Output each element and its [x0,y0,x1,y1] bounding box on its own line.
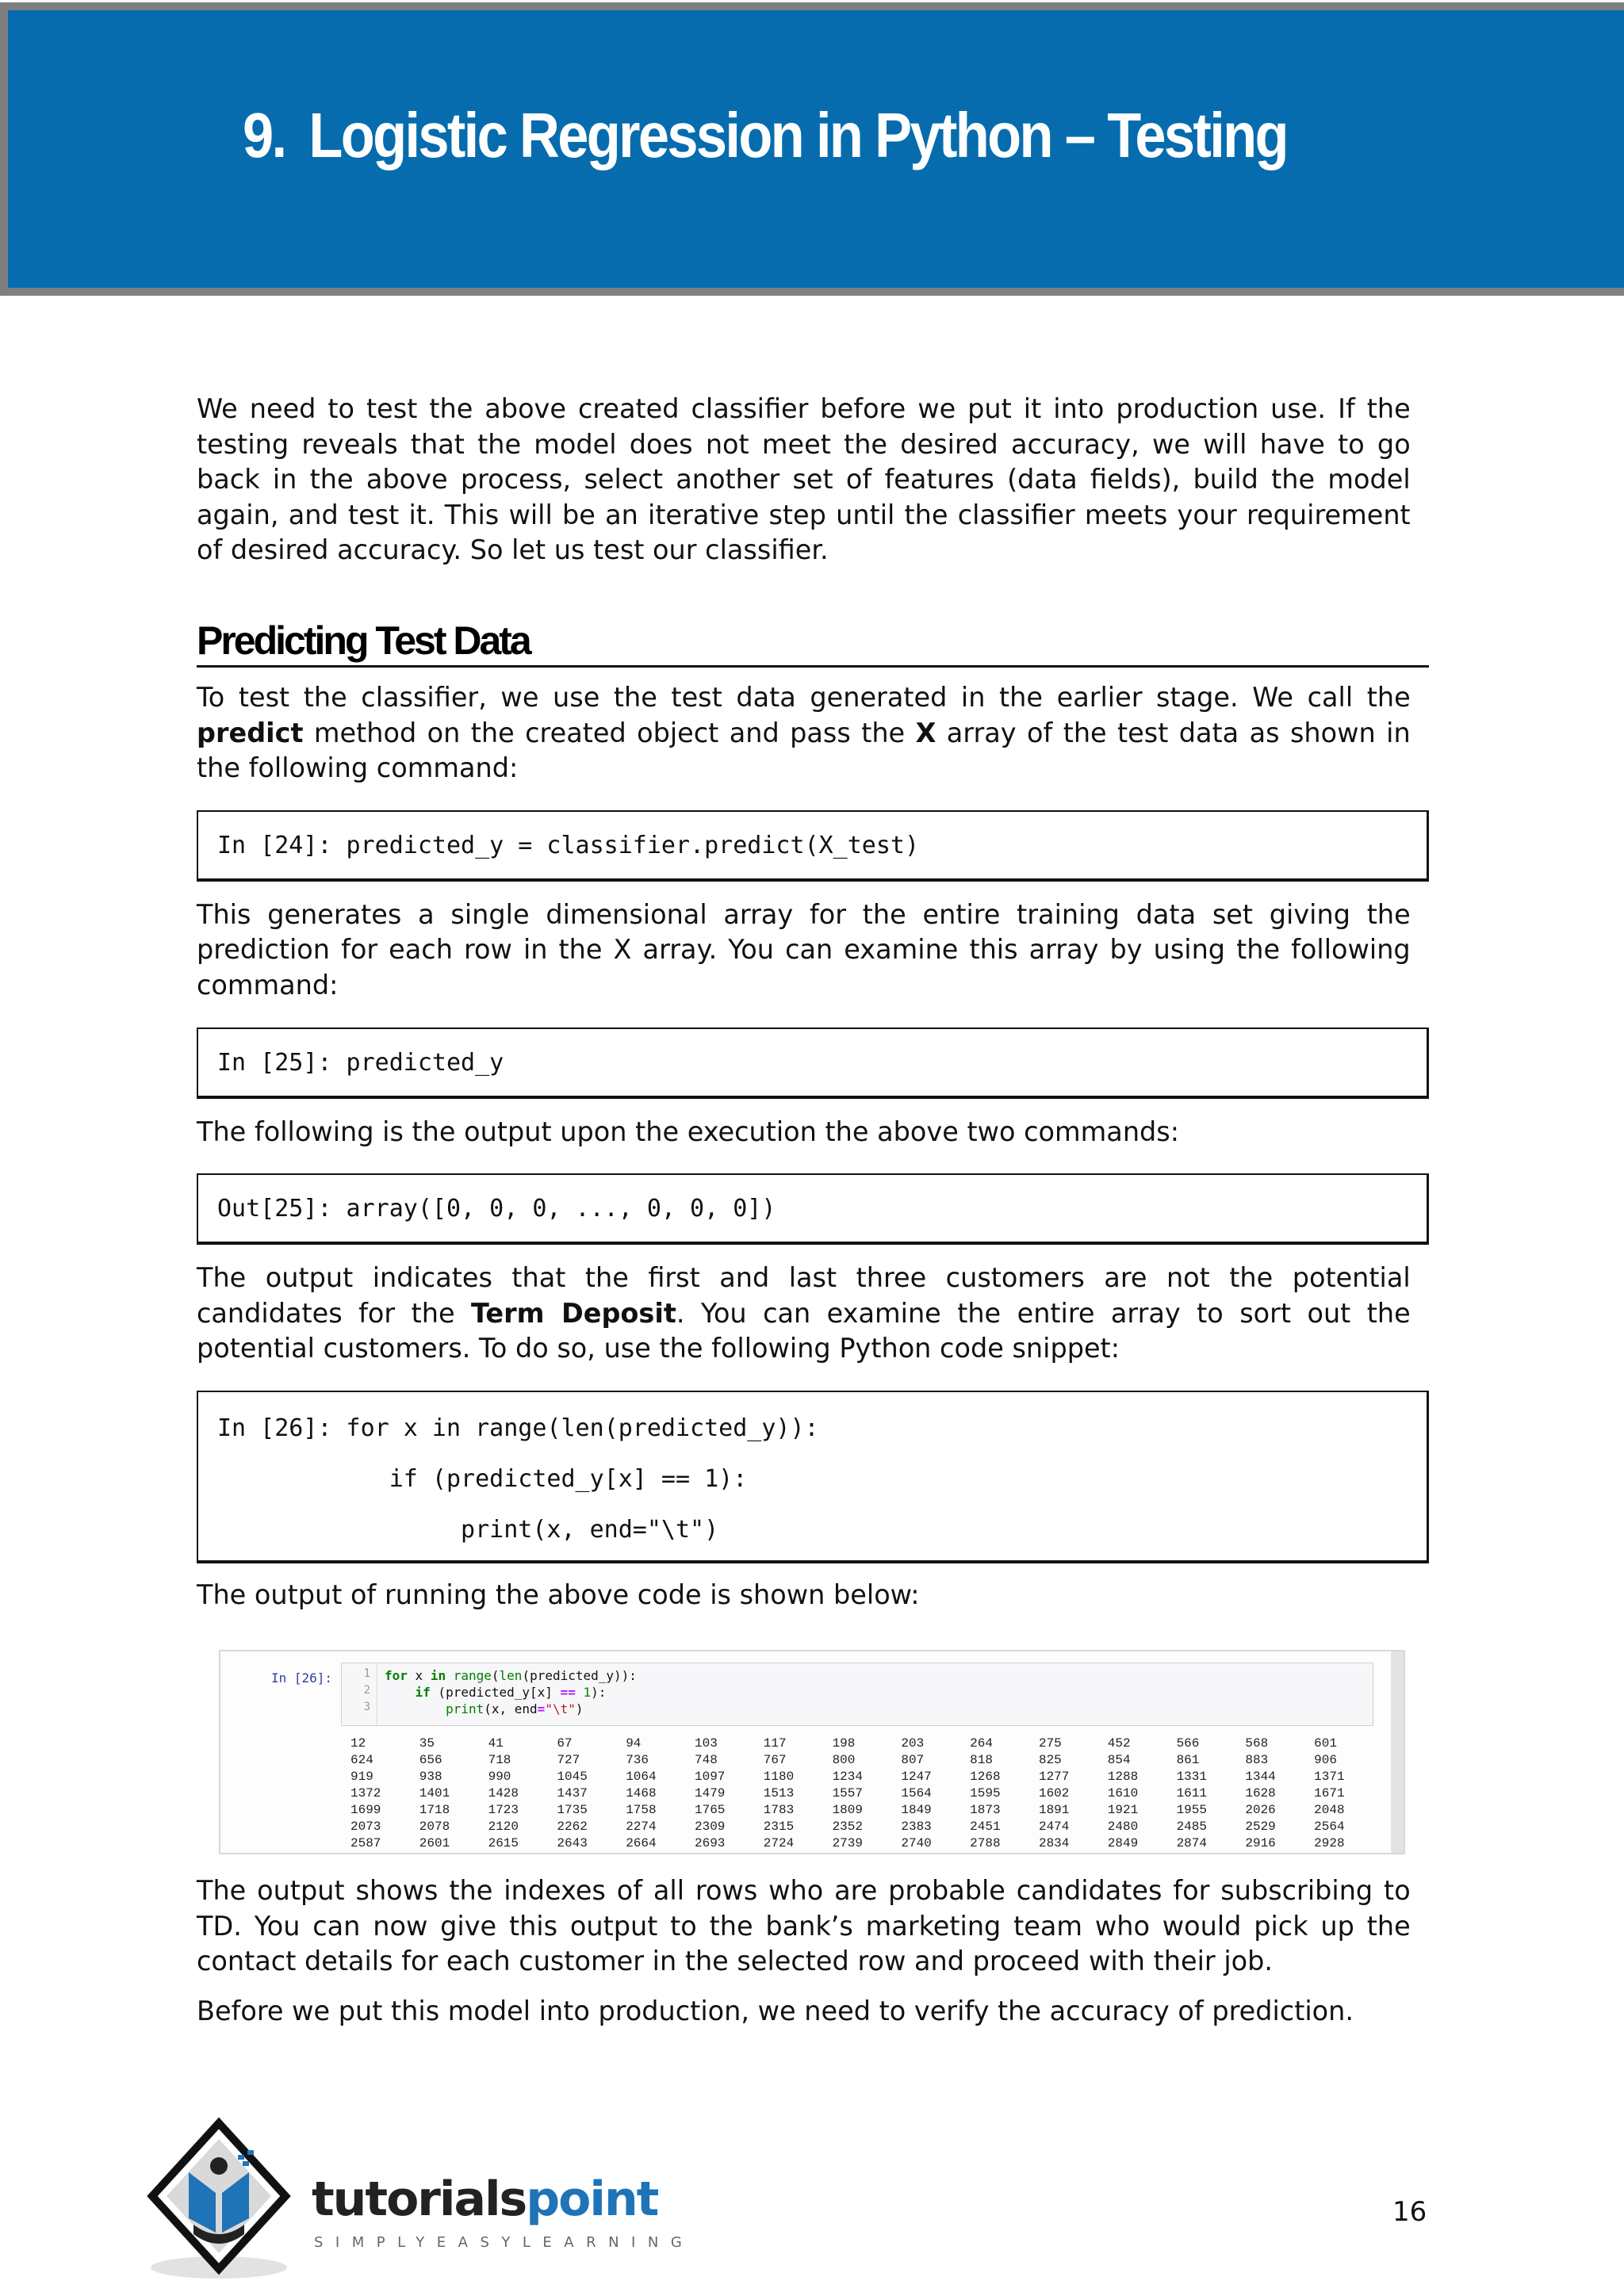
output-index: 1758 [626,1803,657,1817]
output-index: 1401 [419,1786,450,1800]
output-index: 198 [832,1736,856,1751]
output-index: 2383 [901,1820,932,1834]
text: method on the created object and pass the [303,717,916,749]
operator: == [560,1685,576,1700]
output-index: 906 [1314,1753,1337,1767]
output-index: 2078 [419,1820,450,1834]
source-line [385,1701,637,1717]
builtin: range [453,1668,492,1683]
output-index: 656 [419,1753,442,1767]
output-index: 1468 [626,1786,657,1800]
output-index: 2724 [763,1836,795,1850]
output-index: 825 [1038,1753,1062,1767]
output-index: 736 [626,1753,649,1767]
output-index: 1247 [901,1770,932,1784]
output-index: 1873 [970,1803,1001,1817]
code-line: if (predicted_y[x] == 1): [217,1464,748,1493]
output-index: 275 [1038,1736,1062,1751]
keyword: in [430,1668,446,1683]
code-block-loop [197,1391,1429,1563]
output-index: 1064 [626,1770,657,1784]
output-index: 2352 [832,1820,863,1834]
output-index: 1921 [1107,1803,1139,1817]
output-index: 2480 [1107,1820,1139,1834]
notebook-prompt: In [26]: [271,1670,333,1686]
output-row [350,1835,1383,1852]
output-index: 1564 [901,1786,932,1800]
output-index: 2874 [1176,1836,1207,1850]
output-row [350,1769,1383,1785]
output-index: 1437 [557,1786,588,1800]
code-text: ): [591,1685,607,1700]
source-line [385,1667,637,1684]
operator: = [537,1701,546,1716]
output-index: 1699 [350,1803,381,1817]
output-index: 94 [626,1736,642,1751]
chapter-number: 9. [243,100,285,170]
paragraph-term-deposit [197,1261,1411,1367]
output-index: 2120 [488,1820,519,1834]
tutorialspoint-logo [143,2117,695,2283]
output-index: 2274 [626,1820,657,1834]
output-row [350,1802,1383,1819]
code-block-predict [197,810,1429,882]
output-index: 2451 [970,1820,1001,1834]
indent [385,1701,446,1716]
output-index: 67 [557,1736,573,1751]
output-index: 41 [488,1736,504,1751]
code-block-output [197,1173,1429,1245]
logo-tagline: SIMPLYEASYLEARNING [314,2234,695,2251]
output-index: 2315 [763,1820,795,1834]
output-index: 1602 [1038,1786,1070,1800]
paragraph-predict [197,680,1411,786]
output-index: 264 [970,1736,993,1751]
output-index: 2026 [1245,1803,1276,1817]
intro-paragraph: We need to test the above created classifier before we put it into production use. If the testing reveals that the model does not meet the desired accuracy, we will have to go back in the above process, select another set of features (data fields), build the model again, and test it. This will be an iterative step until the classifier meets your requirement of desired accuracy. So let us test our classifier. [197,393,1411,567]
page-content-lower [197,1873,1429,2029]
output-index: 1097 [694,1770,726,1784]
text: The output indicates that the first and last three customers are not the potential candidates for the [197,1262,1411,1330]
indent [385,1685,416,1700]
notebook-output [350,1735,1383,1852]
code-text: (x, end [484,1701,538,1716]
output-index: 727 [557,1753,580,1767]
chapter-banner [0,2,1624,296]
text: array of the test data as shown in the following command: [197,717,1411,785]
paragraph-output-intro: The following is the output upon the execution the above two commands: [197,1115,1180,1148]
chapter-title-text: Logistic Regression in Python – Testing [308,100,1287,170]
output-index: 1277 [1038,1770,1070,1784]
output-index: 818 [970,1753,993,1767]
output-index: 35 [419,1736,435,1751]
notebook-code-cell [341,1663,1373,1726]
output-index: 568 [1245,1736,1269,1751]
output-index: 2928 [1314,1836,1345,1850]
output-index: 1331 [1176,1770,1207,1784]
output-index: 1234 [832,1770,863,1784]
output-index: 1045 [557,1770,588,1784]
output-index: 1371 [1314,1770,1345,1784]
code-text: ) [575,1701,584,1716]
output-index: 2529 [1245,1820,1276,1834]
page-number: 16 [1392,2196,1427,2228]
notebook-screenshot [219,1650,1405,1854]
output-index: 800 [832,1753,856,1767]
output-index: 1955 [1176,1803,1207,1817]
output-index: 203 [901,1736,925,1751]
output-index: 1611 [1176,1786,1207,1800]
output-index: 718 [488,1753,511,1767]
paragraph-indexes: The output shows the indexes of all rows who are probable candidates for subscribing to TD. You can now give this output to the bank’s marketing team who would pick up the contact details for each customer in the selected row and proceed with their job. [197,1875,1411,1978]
notebook-source [385,1667,637,1717]
code-line: print(x, end="\t") [217,1515,719,1544]
output-index: 1513 [763,1786,795,1800]
code-line: Out[25]: array([0, 0, 0, ..., 0, 0, 0]) [217,1195,776,1223]
output-index: 2485 [1176,1820,1207,1834]
output-index: 2615 [488,1836,519,1850]
output-index: 1268 [970,1770,1001,1784]
logo-word-tutorials: tutorials [312,2172,527,2227]
chapter-banner-fill [8,10,1624,288]
line-number-gutter [342,1663,377,1725]
output-index: 1718 [419,1803,450,1817]
output-index: 1849 [901,1803,932,1817]
output-index: 1372 [350,1786,381,1800]
output-index: 1595 [970,1786,1001,1800]
output-index: 2849 [1107,1836,1139,1850]
source-line [385,1684,637,1701]
output-index: 1557 [832,1786,863,1800]
output-index: 1180 [763,1770,795,1784]
output-index: 2693 [694,1836,726,1850]
code-text: ( [491,1668,500,1683]
output-row [350,1735,1383,1752]
line-number: 2 [363,1684,370,1697]
logo-word-point: point [526,2172,658,2227]
output-index: 1628 [1245,1786,1276,1800]
output-index: 2048 [1314,1803,1345,1817]
scrollbar[interactable] [1391,1651,1404,1853]
code-text: (predicted_y)): [522,1668,637,1683]
output-index: 1735 [557,1803,588,1817]
output-row [350,1785,1383,1802]
output-index: 919 [350,1770,373,1784]
code-text: (predicted_y[x] [430,1685,561,1700]
code-line: In [24]: predicted_y = classifier.predict(X_test) [217,831,920,859]
keyword: for [385,1668,408,1683]
output-index: 767 [763,1753,787,1767]
output-row [350,1819,1383,1835]
keyword: if [415,1685,431,1700]
text: . You can examine the entire array to sort out the potential customers. To do so, use the following Python code snippet: [197,1297,1411,1365]
output-index: 103 [694,1736,718,1751]
paragraph-accuracy: Before we put this model into production, we need to verify the accuracy of prediction. [197,1995,1354,2027]
output-index: 624 [350,1753,373,1767]
code-text: x [407,1668,431,1683]
output-index: 990 [488,1770,511,1784]
output-index: 2788 [970,1836,1001,1850]
output-index: 1891 [1038,1803,1070,1817]
output-index: 601 [1314,1736,1337,1751]
output-index: 2564 [1314,1820,1345,1834]
output-index: 2309 [694,1820,726,1834]
logo-wordmark [312,2172,658,2227]
logo-diamond-icon [143,2117,317,2283]
bold-term-deposit: Term Deposit [470,1297,676,1330]
text: To test the classifier, we use the test data generated in the earlier stage. We call the [197,681,1411,714]
code-line: In [26]: for x in range(len(predicted_y)): [217,1414,819,1442]
output-index: 1783 [763,1803,795,1817]
builtin: len [499,1668,523,1683]
code-block-predicted-y [197,1027,1429,1099]
output-index: 854 [1107,1753,1131,1767]
output-index: 566 [1176,1736,1200,1751]
number-literal: 1 [583,1685,592,1700]
output-index: 2740 [901,1836,932,1850]
output-index: 807 [901,1753,925,1767]
line-number: 1 [363,1667,370,1680]
output-index: 12 [350,1736,366,1751]
output-index: 2587 [350,1836,381,1850]
output-index: 2834 [1038,1836,1070,1850]
builtin: print [446,1701,485,1716]
output-index: 2601 [419,1836,450,1850]
page-content [197,392,1429,1613]
output-index: 2739 [832,1836,863,1850]
output-index: 861 [1176,1753,1200,1767]
output-index: 2643 [557,1836,588,1850]
output-index: 1723 [488,1803,519,1817]
paragraph-output-below: The output of running the above code is shown below: [197,1578,920,1611]
output-index: 2073 [350,1820,381,1834]
output-index: 1428 [488,1786,519,1800]
output-index: 1765 [694,1803,726,1817]
output-index: 1479 [694,1786,726,1800]
line-number: 3 [363,1701,370,1713]
bold-term-predict: predict [197,717,304,749]
output-index: 748 [694,1753,718,1767]
paragraph-array: This generates a single dimensional array for the entire training data set giving the prediction for each row in the X array. You can examine this array by using the following command: [197,898,1411,1001]
output-row [350,1752,1383,1769]
bold-term-x: X [915,717,936,749]
chapter-title [243,99,1287,172]
section-heading: Predicting Test Data [197,618,1429,668]
output-index: 2664 [626,1836,657,1850]
output-index: 1288 [1107,1770,1139,1784]
output-index: 2262 [557,1820,588,1834]
output-index: 938 [419,1770,442,1784]
output-index: 1610 [1107,1786,1139,1800]
output-index: 452 [1107,1736,1131,1751]
output-index: 1344 [1245,1770,1276,1784]
output-index: 1809 [832,1803,863,1817]
code-line: In [25]: predicted_y [217,1048,504,1077]
output-index: 2916 [1245,1836,1276,1850]
output-index: 1671 [1314,1786,1345,1800]
code-text [446,1668,454,1683]
output-index: 883 [1245,1753,1269,1767]
output-index: 117 [763,1736,787,1751]
string-literal: "\t" [545,1701,576,1716]
output-index: 2474 [1038,1820,1070,1834]
